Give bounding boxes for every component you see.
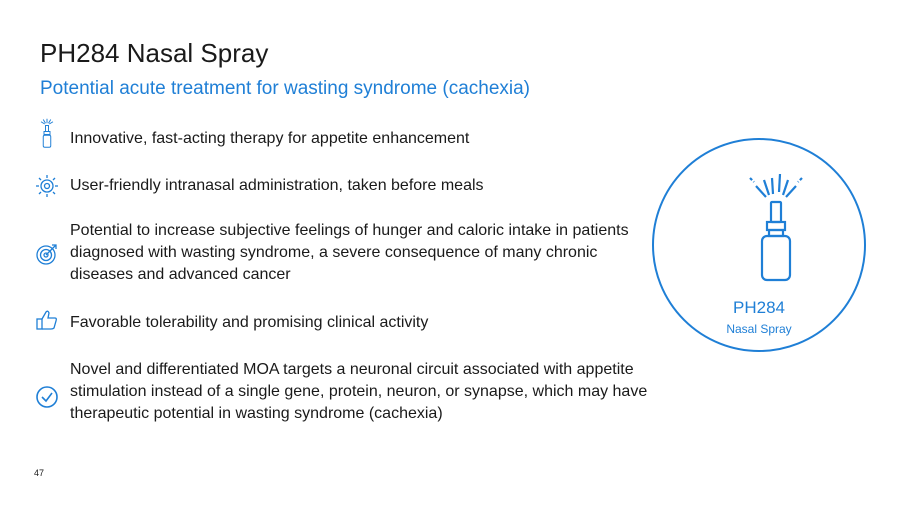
bullet-item: Favorable tolerability and promising clinical activity (70, 314, 429, 331)
target-icon (35, 240, 59, 268)
bullet-item: Potential to increase subjective feelings of hunger and caloric intake in patients diagnosed with wasting syndrome, a severe consequence of many chronic diseases and advanced cancer (70, 222, 629, 283)
checkmark-circle-icon (35, 384, 59, 410)
product-subtitle: Nasal Spray (726, 322, 792, 336)
page-number: 47 (34, 468, 45, 478)
bullet-item: Novel and differentiated MOA targets a neuronal circuit associated with appetite stimulation instead of a single gene, protein, neuron, or synapse, which may have therapeutic potential in wasting syndrome (cachexia) (70, 361, 648, 422)
bullet-item: Innovative, fast-acting therapy for appetite enhancement (70, 130, 470, 147)
product-name: PH284 (733, 298, 785, 317)
slide-subtitle: Potential acute treatment for wasting syndrome (cachexia) (40, 78, 531, 99)
product-badge (652, 138, 866, 352)
thumbs-up-icon (35, 307, 59, 333)
bullet-item: User-friendly intranasal administration, taken before meals (70, 177, 484, 194)
spray-bottle-icon (35, 118, 59, 148)
slide-title: PH284 Nasal Spray (40, 38, 269, 68)
nasal-spray-icon (746, 170, 806, 290)
lightbulb-gear-icon (35, 172, 59, 200)
